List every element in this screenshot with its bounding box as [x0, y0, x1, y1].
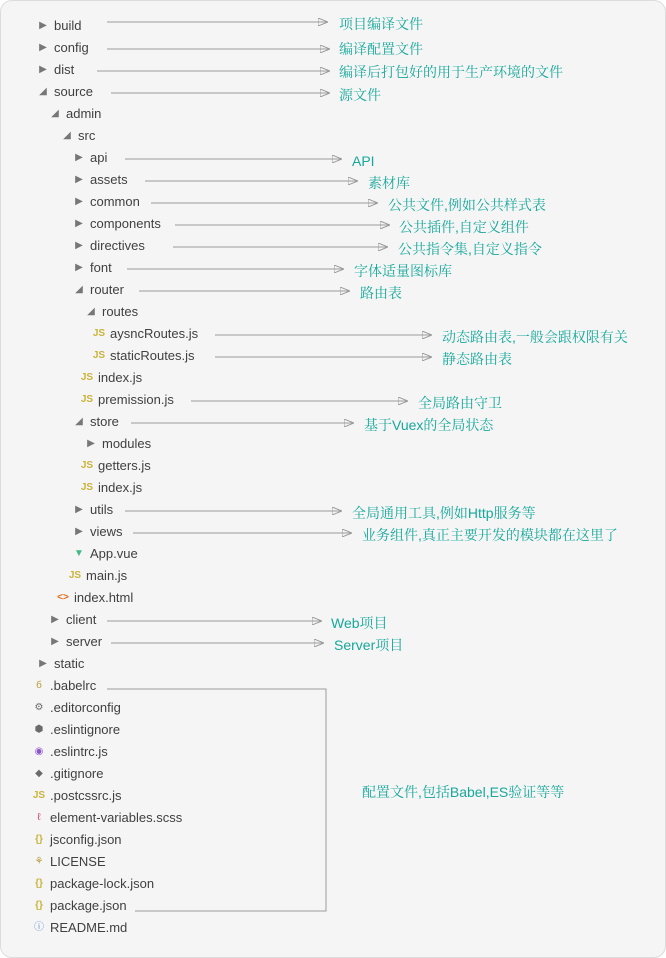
tree-item-routes[interactable]	[84, 301, 138, 323]
tree-item-store[interactable]	[72, 411, 119, 433]
tree-item-jsconfig[interactable]	[32, 829, 122, 851]
vue-file-icon: ▼	[74, 548, 84, 559]
expanded-arrow-icon: ◢	[87, 306, 95, 317]
tree-label: .babelrc	[50, 678, 97, 693]
js-file-icon: JS	[80, 394, 94, 405]
js-file-icon: JS	[92, 350, 106, 361]
note-api: API	[352, 153, 375, 169]
html-file-icon: <>	[57, 592, 69, 603]
tree-item-admin[interactable]	[48, 103, 101, 125]
note-aysncroutes: 动态路由表,一般会跟权限有关	[442, 329, 628, 345]
git-icon: ◆	[35, 768, 43, 779]
collapsed-arrow-icon: ▶	[75, 504, 83, 515]
tree-label: dist	[54, 62, 75, 77]
expanded-arrow-icon: ◢	[75, 284, 83, 295]
tree-label: index.js	[98, 370, 143, 385]
tree-label: App.vue	[90, 546, 138, 561]
eslint-icon: ⬢	[34, 724, 44, 735]
collapsed-arrow-icon: ▶	[75, 526, 83, 537]
note-server: Server项目	[334, 637, 404, 653]
collapsed-arrow-icon: ▶	[75, 262, 83, 273]
tree-item-app-vue[interactable]	[72, 543, 138, 565]
tree-label: staticRoutes.js	[110, 348, 195, 363]
tree-label: common	[90, 194, 140, 209]
collapsed-arrow-icon: ▶	[75, 196, 83, 207]
tree-label: config	[54, 40, 89, 55]
tree-item-element-variables[interactable]	[32, 807, 182, 829]
tree-label: views	[90, 524, 123, 539]
expanded-arrow-icon: ◢	[63, 130, 71, 141]
tree-item-components[interactable]	[72, 213, 161, 235]
eslint-icon: ◉	[34, 746, 44, 757]
babel-file-icon: б	[36, 680, 42, 691]
expanded-arrow-icon: ◢	[39, 86, 47, 97]
collapsed-arrow-icon: ▶	[75, 240, 83, 251]
tree-label: LICENSE	[50, 854, 106, 869]
tree-item-dist[interactable]	[36, 59, 74, 81]
tree-item-client[interactable]	[48, 609, 96, 631]
note-build: 项目编译文件	[339, 16, 423, 32]
tree-label: modules	[102, 436, 152, 451]
tree-item-eslintignore[interactable]	[32, 719, 120, 741]
tree-item-license[interactable]	[32, 851, 106, 873]
js-file-icon: JS	[68, 570, 82, 581]
tree-label: index.html	[74, 590, 134, 605]
tree-label: package-lock.json	[50, 876, 155, 891]
tree-label: routes	[102, 304, 139, 319]
tree-label: admin	[66, 106, 102, 121]
tree-label: aysncRoutes.js	[110, 326, 199, 341]
note-config-files: 配置文件,包括Babel,ES验证等等	[362, 784, 565, 800]
collapsed-arrow-icon: ▶	[51, 614, 59, 625]
tree-item-eslintrc[interactable]	[32, 741, 108, 763]
note-client: Web项目	[331, 615, 388, 631]
tree-item-aysncroutes[interactable]	[92, 323, 198, 345]
tree-item-utils[interactable]	[72, 499, 113, 521]
tree-item-src[interactable]	[60, 125, 95, 147]
collapsed-arrow-icon: ▶	[51, 636, 59, 647]
note-directives: 公共指令集,自定义指令	[398, 241, 542, 257]
tree-label: .gitignore	[50, 766, 104, 781]
tree-label: components	[90, 216, 161, 231]
js-file-icon: JS	[80, 460, 94, 471]
tree-item-common[interactable]	[72, 191, 140, 213]
tree-label: router	[90, 282, 124, 297]
tree-item-build[interactable]	[36, 15, 81, 37]
tree-label: getters.js	[98, 458, 151, 473]
tree-item-store-index[interactable]	[80, 477, 142, 499]
tree-item-postcssrc[interactable]	[32, 785, 122, 807]
collapsed-arrow-icon: ▶	[39, 20, 47, 31]
sass-file-icon: ℓ	[37, 812, 41, 823]
tree-label: index.js	[98, 480, 143, 495]
tree-label: .eslintignore	[50, 722, 121, 737]
js-file-icon: JS	[80, 482, 94, 493]
tree-item-readme[interactable]	[32, 917, 127, 939]
tree-item-getters[interactable]	[80, 455, 151, 477]
collapsed-arrow-icon: ▶	[75, 152, 83, 163]
tree-label: static	[54, 656, 85, 671]
license-icon: ⚘	[34, 856, 44, 867]
tree-item-static[interactable]	[36, 653, 84, 675]
tree-label: font	[90, 260, 112, 275]
json-file-icon: {}	[35, 834, 43, 845]
tree-item-api[interactable]	[72, 147, 107, 169]
tree-label: assets	[90, 172, 128, 187]
tree-item-editorconfig[interactable]	[32, 697, 121, 719]
tree-label: main.js	[86, 568, 128, 583]
collapsed-arrow-icon: ▶	[75, 174, 83, 185]
tree-item-config[interactable]	[36, 37, 89, 59]
note-dist: 编译后打包好的用于生产环境的文件	[339, 64, 563, 80]
tree-label: package.json	[50, 898, 127, 913]
note-common: 公共文件,例如公共样式表	[388, 197, 546, 213]
tree-label: .eslintrc.js	[50, 744, 108, 759]
expanded-arrow-icon: ◢	[51, 108, 59, 119]
tree-item-modules[interactable]	[84, 433, 151, 455]
collapsed-arrow-icon: ▶	[75, 218, 83, 229]
tree-item-assets[interactable]	[72, 169, 128, 191]
note-components: 公共插件,自定义组件	[399, 219, 529, 235]
tree-label: jsconfig.json	[50, 832, 122, 847]
tree-label: .postcssrc.js	[50, 788, 122, 803]
tree-item-views[interactable]	[72, 521, 123, 543]
tree-label: api	[90, 150, 108, 165]
tree-label: directives	[90, 238, 145, 253]
note-source: 源文件	[339, 87, 381, 103]
tree-label: server	[66, 634, 103, 649]
js-file-icon: JS	[32, 790, 46, 801]
tree-item-directives[interactable]	[72, 235, 145, 257]
tree-item-index-html[interactable]	[56, 587, 133, 609]
note-config: 编译配置文件	[339, 41, 423, 57]
note-router: 路由表	[360, 285, 402, 301]
tree-item-gitignore[interactable]	[32, 763, 103, 785]
note-views: 业务组件,真正主要开发的模块都在这里了	[362, 527, 618, 543]
tree-label: source	[54, 84, 94, 99]
note-assets: 素材库	[368, 175, 410, 191]
tree-label: build	[54, 18, 82, 33]
tree-item-router-index[interactable]	[80, 367, 142, 389]
tree-item-premission[interactable]	[80, 389, 174, 411]
collapsed-arrow-icon: ▶	[39, 42, 47, 53]
tree-item-staticroutes[interactable]	[92, 345, 195, 367]
tree-item-package-json[interactable]	[32, 895, 127, 917]
gear-icon: ⚙	[34, 702, 44, 713]
expanded-arrow-icon: ◢	[75, 416, 83, 427]
tree-item-font[interactable]	[72, 257, 112, 279]
note-premission: 全局路由守卫	[418, 395, 502, 411]
tree-item-babelrc[interactable]	[32, 675, 96, 697]
tree-label: src	[78, 128, 96, 143]
note-font: 字体适量图标库	[354, 263, 452, 279]
js-file-icon: JS	[80, 372, 94, 383]
note-store: 基于Vuex的全局状态	[364, 417, 494, 433]
tree-item-source[interactable]	[36, 81, 93, 103]
tree-label: utils	[90, 502, 114, 517]
note-staticroutes: 静态路由表	[442, 351, 512, 367]
json-file-icon: {}	[35, 900, 43, 911]
tree-label: element-variables.scss	[50, 810, 183, 825]
tree-label: store	[90, 414, 119, 429]
tree-label: client	[66, 612, 97, 627]
tree-label: premission.js	[98, 392, 174, 407]
tree-item-package-lock[interactable]	[32, 873, 154, 895]
info-icon: ⓘ	[34, 922, 44, 933]
tree-item-main-js[interactable]	[68, 565, 127, 587]
tree-label: README.md	[50, 920, 128, 935]
collapsed-arrow-icon: ▶	[39, 658, 47, 669]
note-utils: 全局通用工具,例如Http服务等	[352, 505, 536, 521]
json-file-icon: {}	[35, 878, 43, 889]
tree-label: .editorconfig	[50, 700, 121, 715]
collapsed-arrow-icon: ▶	[39, 64, 47, 75]
tree-item-server[interactable]	[48, 631, 102, 653]
collapsed-arrow-icon: ▶	[87, 438, 95, 449]
tree-item-router[interactable]	[72, 279, 124, 301]
js-file-icon: JS	[92, 328, 106, 339]
